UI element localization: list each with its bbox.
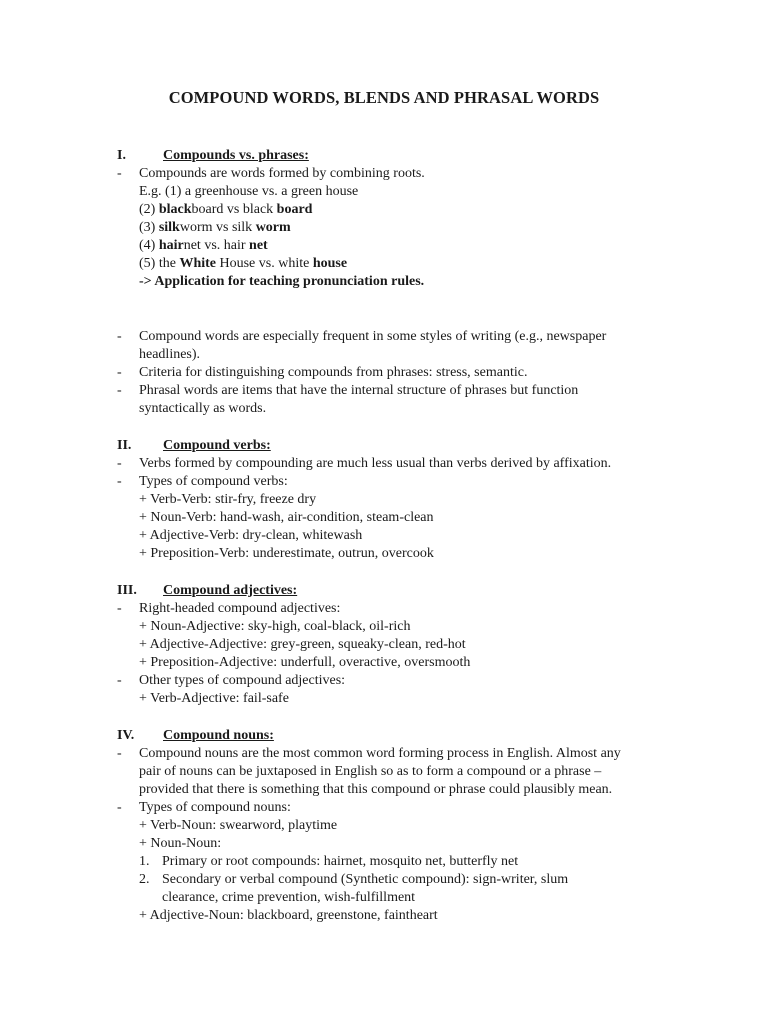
- numbered-marker: 2.: [139, 872, 150, 887]
- list-item: + Noun-Adjective: sky-high, coal-black, oil-rich: [139, 619, 411, 634]
- bullet-text: Compounds are words formed by combining roots.: [139, 166, 425, 181]
- list-item: + Verb-Noun: swearword, playtime: [139, 818, 338, 833]
- example-line: (2) blackboard vs black board: [139, 202, 313, 217]
- example-line: (3) silkworm vs silk worm: [139, 220, 291, 235]
- bullet-text: Compound nouns are the most common word forming process in English. Almost any: [139, 746, 621, 761]
- example-line: (4) hairnet vs. hair net: [139, 238, 268, 253]
- document-title: COMPOUND WORDS, BLENDS AND PHRASAL WORDS: [168, 88, 600, 107]
- bullet-text: Verbs formed by compounding are much less usual than verbs derived by affixation.: [139, 456, 612, 471]
- bullet-marker: -: [117, 329, 122, 344]
- bullet-marker: -: [117, 673, 122, 688]
- bullet-marker: -: [117, 456, 122, 471]
- bullet-text: Types of compound nouns:: [139, 800, 291, 815]
- example-line: E.g. (1) a greenhouse vs. a green house: [139, 184, 359, 199]
- bullet-text-continued: provided that there is something that this compound or phrase could plausibly mean.: [139, 782, 613, 797]
- list-item: + Adjective-Adjective: grey-green, squeaky-clean, red-hot: [139, 637, 466, 652]
- list-item: + Noun-Verb: hand-wash, air-condition, steam-clean: [139, 510, 434, 525]
- numbered-item-continued: clearance, crime prevention, wish-fulfillment: [162, 890, 416, 905]
- section-title: Compounds vs. phrases:: [163, 148, 309, 163]
- bullet-marker: -: [117, 383, 122, 398]
- bullet-text-continued: syntactically as words.: [139, 401, 267, 416]
- bullet-marker: -: [117, 474, 122, 489]
- section-heading-1: [117, 147, 309, 165]
- bullet-text-continued: pair of nouns can be juxtaposed in English so as to form a compound or a phrase –: [139, 764, 602, 779]
- section-title: Compound verbs:: [163, 438, 271, 453]
- bullet-text: Right-headed compound adjectives:: [139, 601, 341, 616]
- example-line: (5) the White House vs. white house: [139, 256, 348, 271]
- bullet-text: Compound words are especially frequent in some styles of writing (e.g., newspaper: [139, 329, 607, 344]
- bullet-marker: -: [117, 746, 122, 761]
- section-heading-3: [117, 582, 297, 600]
- section-number: I.: [117, 148, 126, 163]
- section-title: Compound nouns:: [163, 728, 274, 743]
- numbered-marker: 1.: [139, 854, 150, 869]
- list-item: + Verb-Verb: stir-fry, freeze dry: [139, 492, 317, 507]
- list-item: + Adjective-Noun: blackboard, greenstone, faintheart: [139, 908, 438, 923]
- bullet-text: Phrasal words are items that have the internal structure of phrases but function: [139, 383, 579, 398]
- list-item: + Preposition-Verb: underestimate, outrun, overcook: [139, 546, 434, 561]
- bullet-marker: -: [117, 601, 122, 616]
- bullet-marker: -: [117, 166, 122, 181]
- bullet-text: Types of compound verbs:: [139, 474, 288, 489]
- section-number: II.: [117, 438, 132, 453]
- section-number: IV.: [117, 728, 135, 743]
- list-item: + Preposition-Adjective: underfull, overactive, oversmooth: [139, 655, 471, 670]
- list-item: + Adjective-Verb: dry-clean, whitewash: [139, 528, 363, 543]
- list-item: + Verb-Adjective: fail-safe: [139, 691, 289, 706]
- section-title: Compound adjectives:: [163, 583, 298, 598]
- numbered-item: Primary or root compounds: hairnet, mosquito net, butterfly net: [162, 854, 519, 869]
- bullet-marker: -: [117, 365, 122, 380]
- section-heading-2: [117, 437, 271, 455]
- numbered-item: Secondary or verbal compound (Synthetic compound): sign-writer, slum: [162, 872, 569, 887]
- bullet-marker: -: [117, 800, 122, 815]
- bullet-text-continued: headlines).: [139, 347, 201, 362]
- section-heading-4: [117, 727, 274, 745]
- section-number: III.: [117, 583, 137, 598]
- bullet-text: Criteria for distinguishing compounds from phrases: stress, semantic.: [139, 365, 528, 380]
- bullet-text: Other types of compound adjectives:: [139, 673, 346, 688]
- list-item: + Noun-Noun:: [139, 836, 222, 851]
- application-note: -> Application for teaching pronunciation rules.: [139, 274, 425, 289]
